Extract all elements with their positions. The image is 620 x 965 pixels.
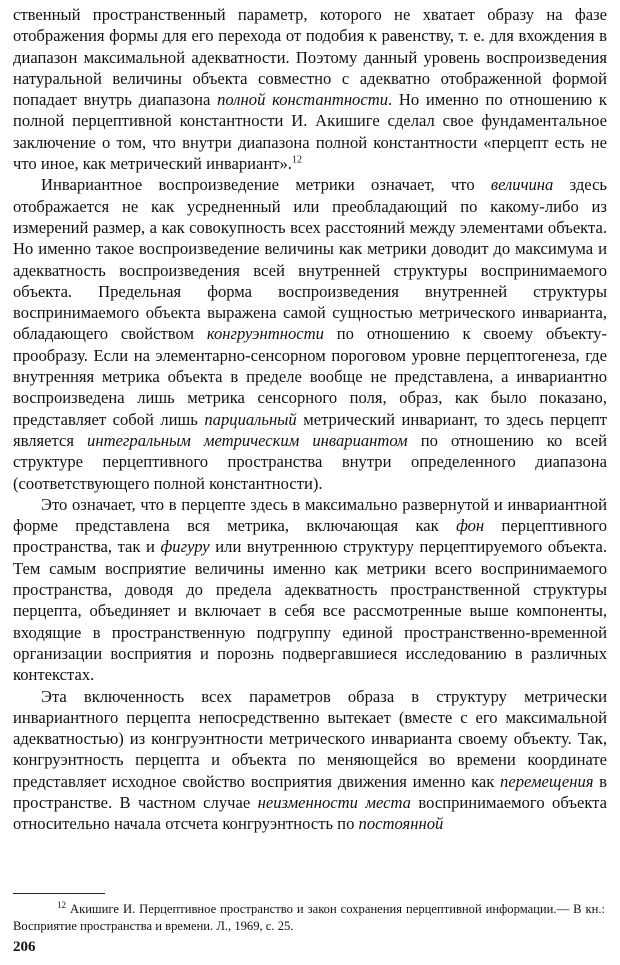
paragraph-1 [13, 4, 607, 174]
italic-term: полной константности [217, 90, 389, 110]
paragraph-4 [13, 686, 607, 835]
footnote-number: 12 [57, 899, 66, 910]
text-run: Это означает, что в перцепте здесь в максимально развернутой и инвариантной форме представлена вся метрика, включающая как [13, 494, 607, 536]
italic-term: фон [456, 516, 485, 536]
text-run: Инвариантное воспроизведение метрики означает, что [41, 175, 491, 195]
footnote-text: Акишиге И. Перцептивное пространство и закон сохранения перцептивной информации.— В кн.: Восприятие пространства и времени. Л., 1969, с. 25. [13, 902, 605, 933]
paragraph-2 [13, 174, 607, 493]
italic-term: неизменности места [257, 792, 411, 812]
text-run: метрический инвариант, то здесь перцепт является [13, 409, 607, 450]
italic-term: перемещения [500, 771, 594, 791]
footnote-reference: 12 [291, 154, 302, 166]
text-run: перцептивного пространства, так и [13, 516, 607, 557]
page-number: 206 [13, 939, 36, 955]
text-run: . Но именно по отношению к полной перцептивной константности И. Акишиге сделал свое фундаментальное заключение о том, что внутри диапазона полной константности «перцепт есть не что иное, как метрический инвариант». [13, 90, 607, 174]
text-run: Эта включенность всех параметров образа в структуру метрически инвариантного перцепта непосредственно вытекает (вместе с его максимальной адекватностью) из конгруэнтности метрического инварианта своему объекту. Так, конгруэнтность перцепта и объекта по меняющейся во времени координате представляет исходное свойство восприятия движения именно как [13, 686, 607, 791]
text-run: в пространстве. В частном случае [13, 771, 608, 812]
footnote [13, 901, 605, 935]
italic-term: постоянной [358, 814, 444, 834]
italic-term: парциальный [204, 409, 297, 429]
italic-term: величина [490, 175, 554, 195]
text-run: или внутреннюю структуру перцептируемого объекта. Тем самым восприятие величины именно как метрики всего воспринимаемого пространства, доводя до предела адекватность пространственной структуры перцепта, объединяет и включает в себя все рассмотренные выше компоненты, входящие в пространственную подгруппу единой пространственно-временной организации восприятия и порознь подвергавшиеся исследованию в различных контекстах. [13, 537, 607, 685]
paragraph-3 [13, 494, 607, 686]
text-run: по отношению ко всей структуре перцептивного пространства внутри определенного диапазона (соответствующего полной константности). [13, 430, 607, 493]
text-run: воспринимаемого объекта относительно начала отсчета конгруэнтность по [13, 792, 607, 834]
text-run: по отношению к своему объекту-прообразу. Если на элементарно-сенсорном пороговом уровне перцептогенеза, где внутренняя метрика объекта в пределе вообще не представлена, а инвариантно воспроизведена лишь метрика сенсорного поля, образ, как было показано, представляет собой лишь [13, 324, 607, 429]
text-run: здесь отображается не как усредненный или преобладающий по какому-либо из измерений размер, а как совокупность всех расстояний между элементами объекта. Но именно такое воспроизведение величины как метрики доводит до максимума и адекватность воспроизведения всей внутренней структуры воспринимаемого объекта. Предельная форма воспроизведения внутренней структуры воспринимаемого объекта выражена самой сущностью метрического инварианта, обладающего свойством [13, 175, 608, 344]
text-run: ственный пространственный параметр, которого не хватает образу на фазе отображения формы для его перехода от подобия к равенству, т. е. для вхождения в диапазон максимальной адекватности. Поэтому данный уровень воспроизведения натуральной величины объекта совместно с адекватно отображенной формой попадает внутрь диапазона [13, 5, 607, 110]
italic-term: фигуру [160, 537, 210, 557]
italic-term: интегральным метрическим инвариантом [87, 430, 408, 450]
italic-term: конгруэнтности [206, 324, 324, 344]
page-body [13, 4, 607, 835]
footnote-divider [13, 893, 105, 894]
